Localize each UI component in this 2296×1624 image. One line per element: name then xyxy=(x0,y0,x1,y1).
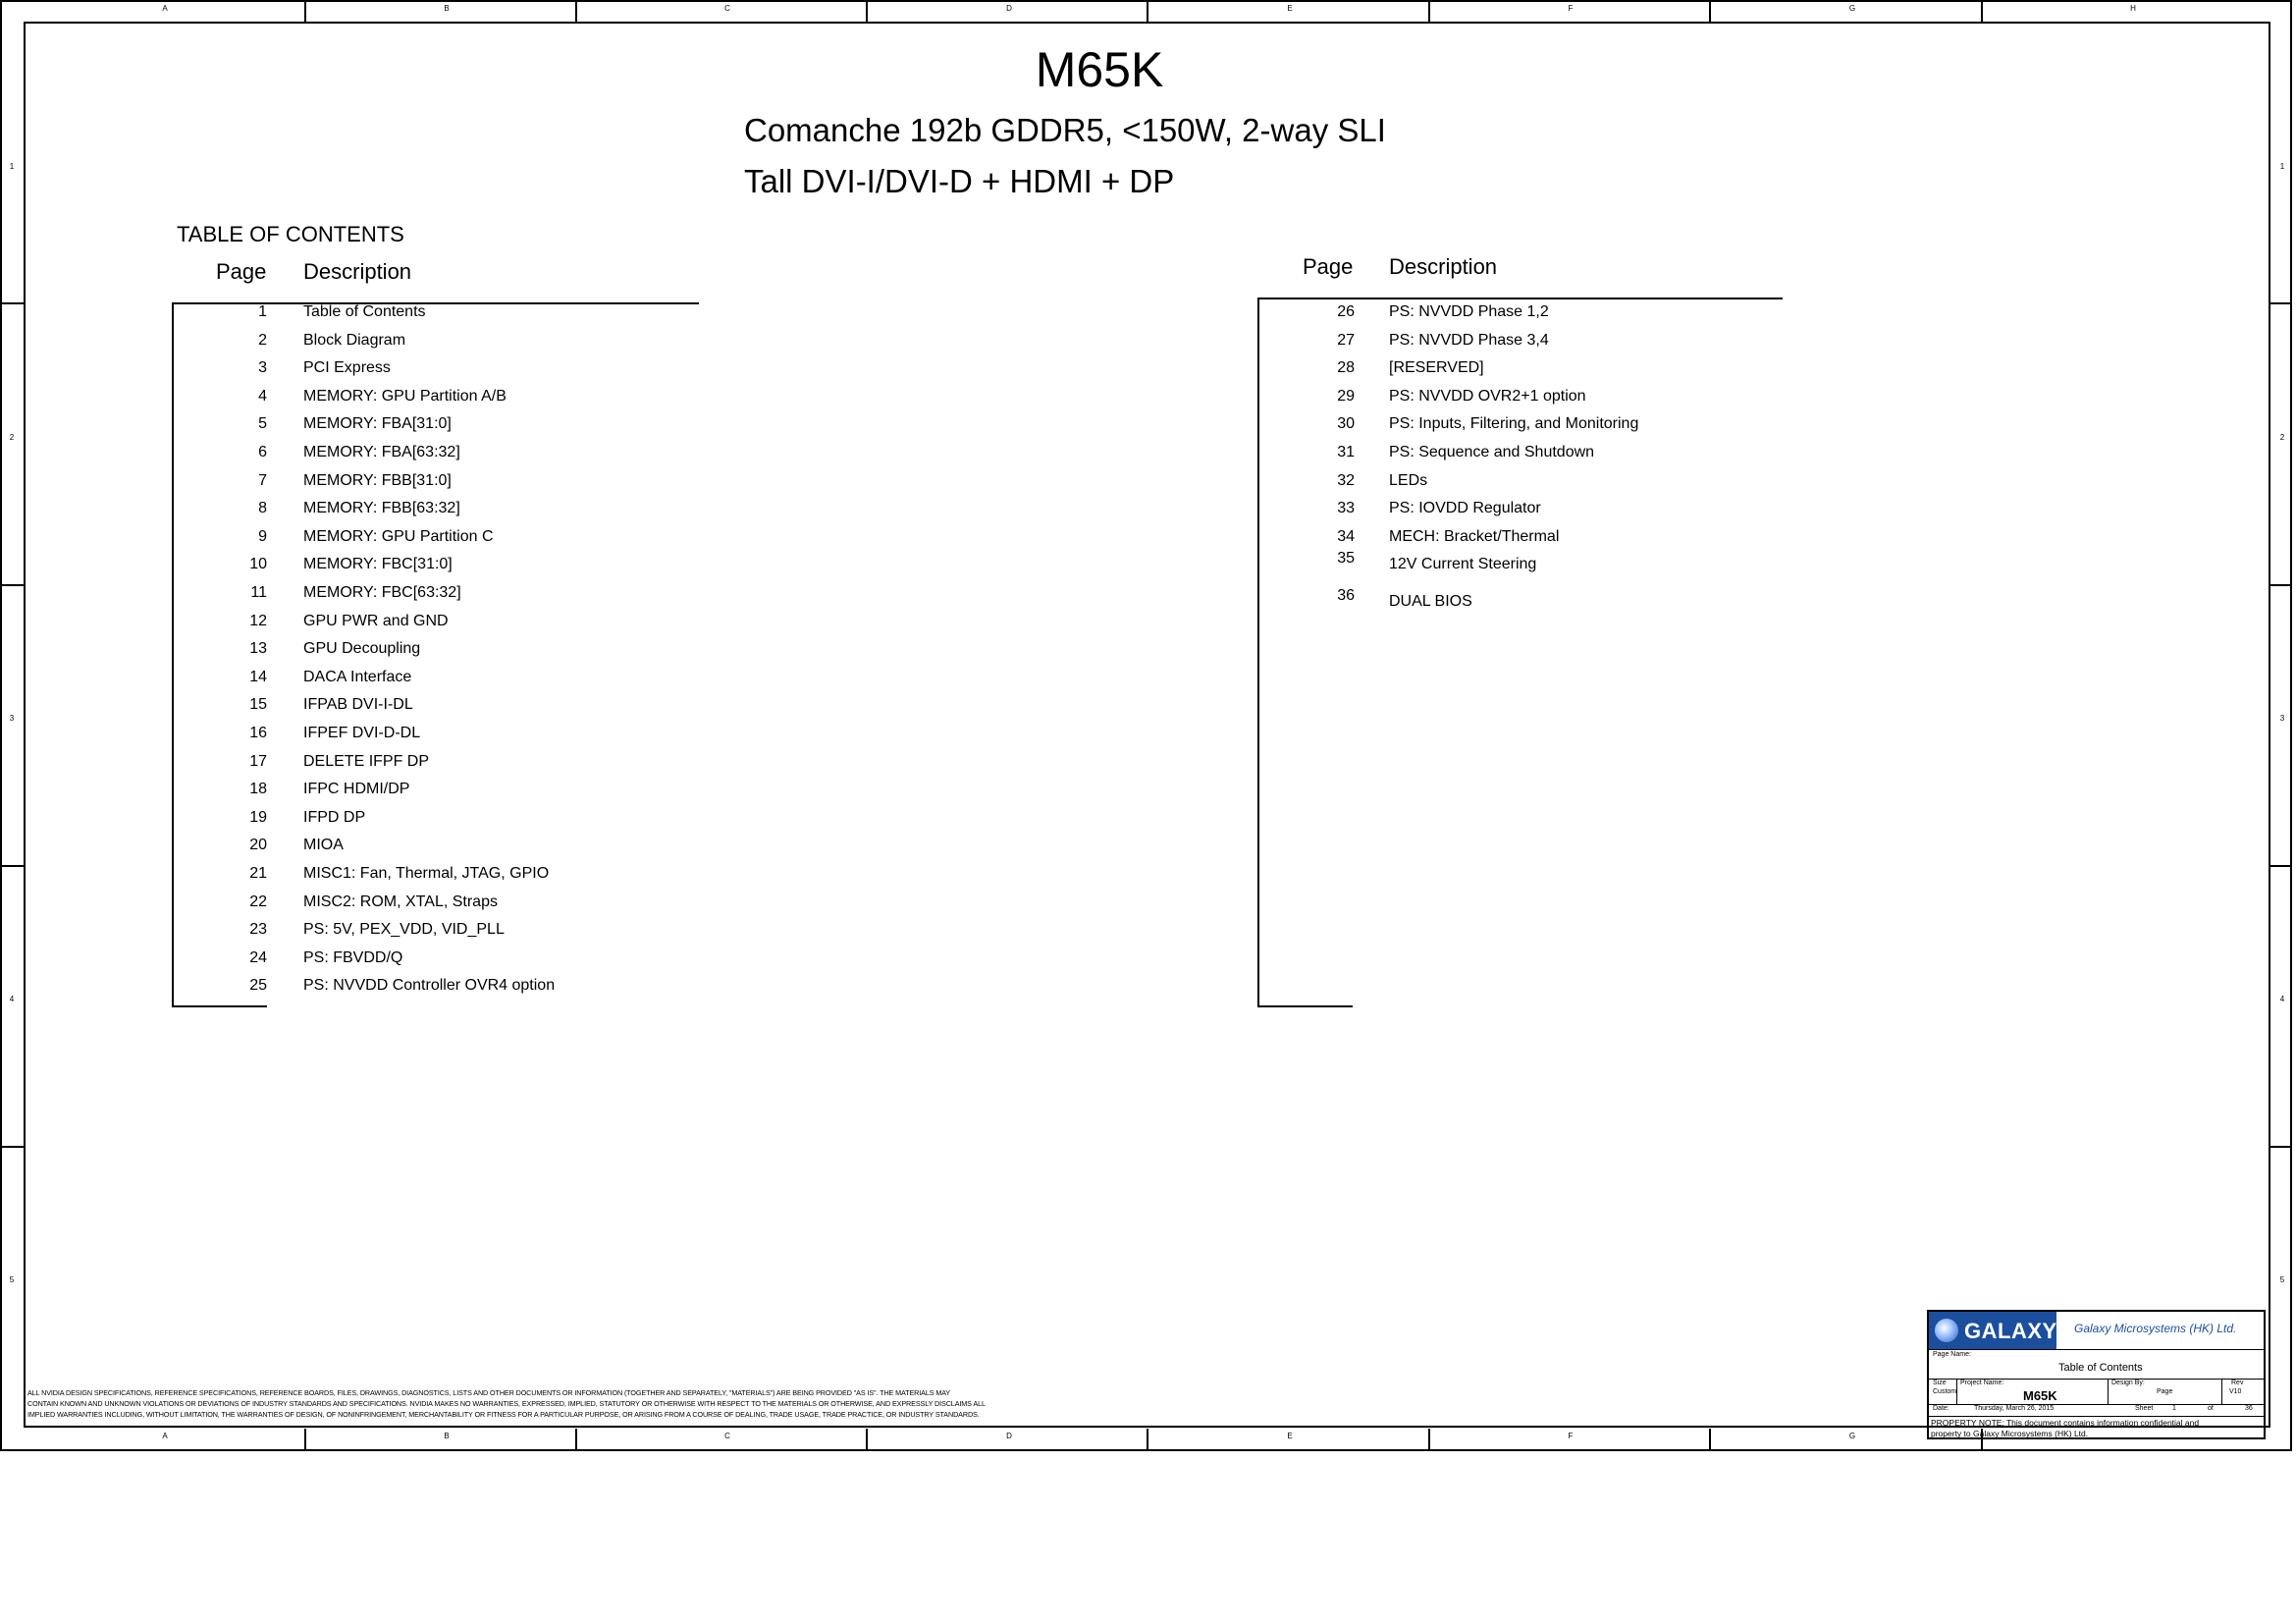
zone-label-bottom: B xyxy=(444,1432,450,1440)
toc-entry-description: MEMORY: GPU Partition C xyxy=(303,527,494,545)
toc-page-number: 27 xyxy=(1337,331,1355,349)
sheet-value: 1 xyxy=(2172,1405,2176,1412)
zone-tick xyxy=(0,302,24,304)
left-description-header: Description xyxy=(303,259,412,284)
toc-page-number: 21 xyxy=(249,865,267,882)
toc-page-number: 16 xyxy=(249,725,267,741)
toc-page-number: 28 xyxy=(1337,359,1355,377)
zone-tick xyxy=(1709,1429,1711,1450)
zone-tick xyxy=(866,1429,868,1450)
toc-page-number: 26 xyxy=(1337,303,1355,320)
toc-page-number: 7 xyxy=(258,471,267,489)
zone-label-bottom: E xyxy=(1287,1432,1293,1440)
title-block-project xyxy=(1929,1379,2264,1405)
toc-entry-description: MEMORY: FBC[31:0] xyxy=(303,556,453,573)
toc-entry-description: IFPC HDMI/DP xyxy=(303,781,410,798)
zone-label-left: 2 xyxy=(9,433,15,442)
toc-entry-description: GPU PWR and GND xyxy=(303,612,449,629)
toc-entry-description: IFPAB DVI-I-DL xyxy=(303,696,413,714)
toc-page-number: 23 xyxy=(249,921,267,939)
toc-entry-description: PS: Sequence and Shutdown xyxy=(1389,444,1595,460)
toc-entry-description: PCI Express xyxy=(303,359,391,377)
zone-label-bottom: C xyxy=(724,1432,730,1440)
toc-page-number: 8 xyxy=(258,500,267,517)
left-page-header: Page xyxy=(216,259,267,284)
rev-label: Rev xyxy=(2231,1380,2244,1386)
project-name-label: Project Name: xyxy=(1960,1380,2004,1386)
toc-page-number: 25 xyxy=(249,977,267,995)
toc-page-number: 11 xyxy=(250,584,267,601)
page-name-value: Table of Contents xyxy=(2058,1362,2143,1374)
right-description-header: Description xyxy=(1389,254,1498,279)
toc-page-number: 20 xyxy=(249,837,267,854)
toc-page-number: 17 xyxy=(249,752,267,770)
toc-page-number: 18 xyxy=(249,781,267,798)
zone-tick xyxy=(0,865,24,867)
toc-entry-description: MEMORY: GPU Partition A/B xyxy=(303,387,507,405)
zone-label-right: 4 xyxy=(2279,995,2285,1003)
document-title: M65K xyxy=(1035,42,1164,97)
zone-label-bottom: G xyxy=(1848,1432,1856,1440)
toc-entry-description: [RESERVED] xyxy=(1389,359,1484,377)
zone-tick xyxy=(1428,0,1430,22)
toc-entry-description: PS: NVVDD Phase 1,2 xyxy=(1389,303,1549,320)
date-value: Thursday, March 26, 2015 xyxy=(1974,1405,2055,1412)
toc-page-number: 32 xyxy=(1337,471,1355,489)
property-note-line: property to Galaxy Microsystems (HK) Ltd. xyxy=(1931,1429,2089,1438)
zone-label-bottom: A xyxy=(162,1432,168,1440)
toc-page-number: 4 xyxy=(258,387,267,405)
toc-heading: TABLE OF CONTENTS xyxy=(177,222,404,246)
zone-tick xyxy=(866,0,868,22)
zone-tick xyxy=(2269,302,2292,304)
zone-label-right: 5 xyxy=(2279,1275,2285,1284)
toc-entry-description: Block Diagram xyxy=(303,331,406,349)
toc-page-number: 13 xyxy=(249,640,267,658)
toc-entry-description: PS: NVVDD Phase 3,4 xyxy=(1389,331,1549,349)
toc-page-number: 24 xyxy=(249,948,267,966)
title-block-page-name xyxy=(1929,1349,2264,1380)
document-subtitle-2: Tall DVI-I/DVI-D + HDMI + DP xyxy=(744,163,1175,199)
disclaimer-line: ALL NVIDIA DESIGN SPECIFICATIONS, REFERENCE SPECIFICATIONS, REFERENCE BOARDS, FILES, DRAWINGS, DIAGNOSTICS, LISTS AND OTHER DOCUMENTS OR INFORMATION (TOGETHER AND SEPARATELY, "MATERIALS") ARE BEING PROVIDED "AS IS". THE MATERIALS MAY xyxy=(27,1388,951,1397)
of-label: of xyxy=(2208,1405,2214,1412)
toc-page-number: 31 xyxy=(1337,444,1355,460)
toc-page-number: 6 xyxy=(258,444,267,460)
page-name-label: Page Name: xyxy=(1933,1351,1971,1358)
toc-page-number: 15 xyxy=(249,696,267,714)
zone-label-top: H xyxy=(2130,4,2136,13)
design-by-label: Design By: xyxy=(2111,1380,2145,1386)
toc-page-number: 33 xyxy=(1337,500,1355,517)
zone-label-bottom: F xyxy=(1568,1432,1574,1440)
size-value: Custom xyxy=(1933,1388,1957,1395)
zone-tick xyxy=(1428,1429,1430,1450)
zone-tick xyxy=(0,584,24,586)
right-header-rule xyxy=(1351,298,1783,299)
zone-label-top: C xyxy=(724,4,730,13)
design-page-label: Page xyxy=(2157,1388,2173,1395)
zone-label-top: B xyxy=(444,4,450,13)
toc-page-number: 1 xyxy=(258,303,267,320)
toc-entry-description: IFPEF DVI-D-DL xyxy=(303,725,421,741)
zone-tick xyxy=(2269,865,2292,867)
zone-tick xyxy=(304,0,306,22)
toc-page-number: 35 xyxy=(1337,550,1355,567)
zone-label-top: G xyxy=(1848,4,1856,13)
document-subtitle-1: Comanche 192b GDDR5, <150W, 2-way SLI xyxy=(744,112,1386,148)
galaxy-logo xyxy=(1929,1312,2056,1349)
toc-entry-description: PS: IOVDD Regulator xyxy=(1389,500,1541,517)
toc-entry-description: PS: FBVDD/Q xyxy=(303,948,403,966)
toc-page-number: 29 xyxy=(1337,387,1355,405)
toc-entry-description: GPU Decoupling xyxy=(303,640,421,658)
zone-label-top: F xyxy=(1568,4,1574,13)
toc-page-number: 36 xyxy=(1337,587,1355,604)
toc-entry-description: MECH: Bracket/Thermal xyxy=(1389,527,1560,545)
zone-label-top: D xyxy=(1006,4,1012,13)
galaxy-logo-text: GALAXY xyxy=(1964,1319,2057,1343)
zone-label-left: 4 xyxy=(9,995,15,1003)
zone-tick xyxy=(575,1429,577,1450)
toc-entry-description: MEMORY: FBB[31:0] xyxy=(303,471,452,489)
toc-entry-description: DUAL BIOS xyxy=(1389,593,1472,610)
toc-entry-description: MEMORY: FBA[31:0] xyxy=(303,415,452,433)
toc-entry-description: PS: Inputs, Filtering, and Monitoring xyxy=(1389,415,1639,433)
toc-page-number: 19 xyxy=(249,808,267,826)
toc-page-number: 2 xyxy=(258,331,267,349)
toc-page-number: 9 xyxy=(258,527,267,545)
toc-entry-description: MISC2: ROM, XTAL, Straps xyxy=(303,893,498,910)
zone-label-left: 5 xyxy=(9,1275,15,1284)
toc-entry-description: DACA Interface xyxy=(303,668,412,685)
toc-page-number: 14 xyxy=(249,668,267,685)
zone-tick xyxy=(1147,0,1148,22)
zone-label-top: E xyxy=(1287,4,1293,13)
toc-entry-description: PS: 5V, PEX_VDD, VID_PLL xyxy=(303,921,505,939)
right-page-header: Page xyxy=(1303,254,1354,279)
company-name: Galaxy Microsystems (HK) Ltd. xyxy=(2074,1322,2237,1335)
disclaimer-text xyxy=(27,1387,1088,1420)
zone-tick xyxy=(2269,1146,2292,1148)
toc-page-number: 12 xyxy=(249,612,267,629)
sheet-label: Sheet xyxy=(2135,1405,2154,1412)
toc-entry-description: MEMORY: FBB[63:32] xyxy=(303,500,460,517)
zone-tick xyxy=(2269,584,2292,586)
toc-entry-description: MEMORY: FBA[63:32] xyxy=(303,444,460,460)
zone-label-right: 1 xyxy=(2279,162,2285,171)
title-block xyxy=(1927,1310,2266,1439)
zone-label-bottom: D xyxy=(1006,1432,1012,1440)
toc-page-number: 22 xyxy=(249,893,267,910)
property-note-line: PROPERTY NOTE: This document contains information confidential and xyxy=(1931,1418,2200,1428)
toc-entry-description: PS: NVVDD OVR2+1 option xyxy=(1389,387,1586,405)
toc-entry-description: MEMORY: FBC[63:32] xyxy=(303,584,461,601)
toc-page-number: 10 xyxy=(249,556,267,573)
toc-entry-description: MIOA xyxy=(303,837,344,854)
zone-label-right: 2 xyxy=(2279,433,2285,442)
size-label: Size xyxy=(1933,1380,1947,1386)
zone-label-left: 1 xyxy=(9,162,15,171)
toc-entry-description: MISC1: Fan, Thermal, JTAG, GPIO xyxy=(303,865,550,882)
toc-entry-description: IFPD DP xyxy=(303,808,366,826)
zone-tick xyxy=(1709,0,1711,22)
zone-label-left: 3 xyxy=(9,714,15,723)
toc-entry-description: 12V Current Steering xyxy=(1389,556,1537,573)
galaxy-logo-icon xyxy=(1935,1319,1958,1342)
rev-value: V10 xyxy=(2229,1388,2242,1395)
toc-entry-description: DELETE IFPF DP xyxy=(303,752,430,770)
zone-label-right: 3 xyxy=(2279,714,2285,723)
toc-entry-description: PS: NVVDD Controller OVR4 option xyxy=(303,977,556,995)
toc-page-number: 5 xyxy=(258,415,267,433)
zone-label-top: A xyxy=(162,4,168,13)
disclaimer-line: CONTAIN KNOWN AND UNKNOWN VIOLATIONS OR DEVIATIONS OF INDUSTRY STANDARDS AND SPECIFICATIONS. NVIDIA MAKES NO WARRANTIES, EXPRESSED, IMPLIED, STATUTORY OR OTHERWISE WITH RESPECT TO THE MATERIALS OR OTHERWISE, AND EXPRESSLY DISCLAIMS ALL xyxy=(27,1399,986,1408)
toc-page-number: 3 xyxy=(258,359,267,377)
property-note xyxy=(1931,1418,2199,1439)
project-name-value: M65K xyxy=(2023,1388,2057,1403)
title-block-date xyxy=(1929,1404,2264,1417)
sheet-total: 36 xyxy=(2245,1405,2253,1412)
zone-tick xyxy=(304,1429,306,1450)
toc-entry-description: LEDs xyxy=(1389,471,1428,489)
disclaimer-line: IMPLIED WARRANTIES INCLUDING, WITHOUT LIMITATION, THE WARRANTIES OF DESIGN, OF NONINFRINGEMENT, MERCHANTABILITY OR FITNESS FOR A PARTICULAR PURPOSE, OR ARISING FROM A COURSE OF DEALING, TRADE USAGE, TRADE PRACTICE, OR INDUSTRY STANDARDS. xyxy=(27,1410,980,1419)
zone-tick xyxy=(1147,1429,1148,1450)
zone-tick xyxy=(0,1146,24,1148)
toc-page-number: 30 xyxy=(1337,415,1355,433)
toc-page-number: 34 xyxy=(1337,527,1355,545)
zone-tick xyxy=(1981,0,1983,22)
date-label: Date: xyxy=(1933,1405,1949,1412)
title-block-header xyxy=(1929,1312,2264,1350)
zone-tick xyxy=(575,0,577,22)
toc-entry-description: Table of Contents xyxy=(303,303,426,320)
